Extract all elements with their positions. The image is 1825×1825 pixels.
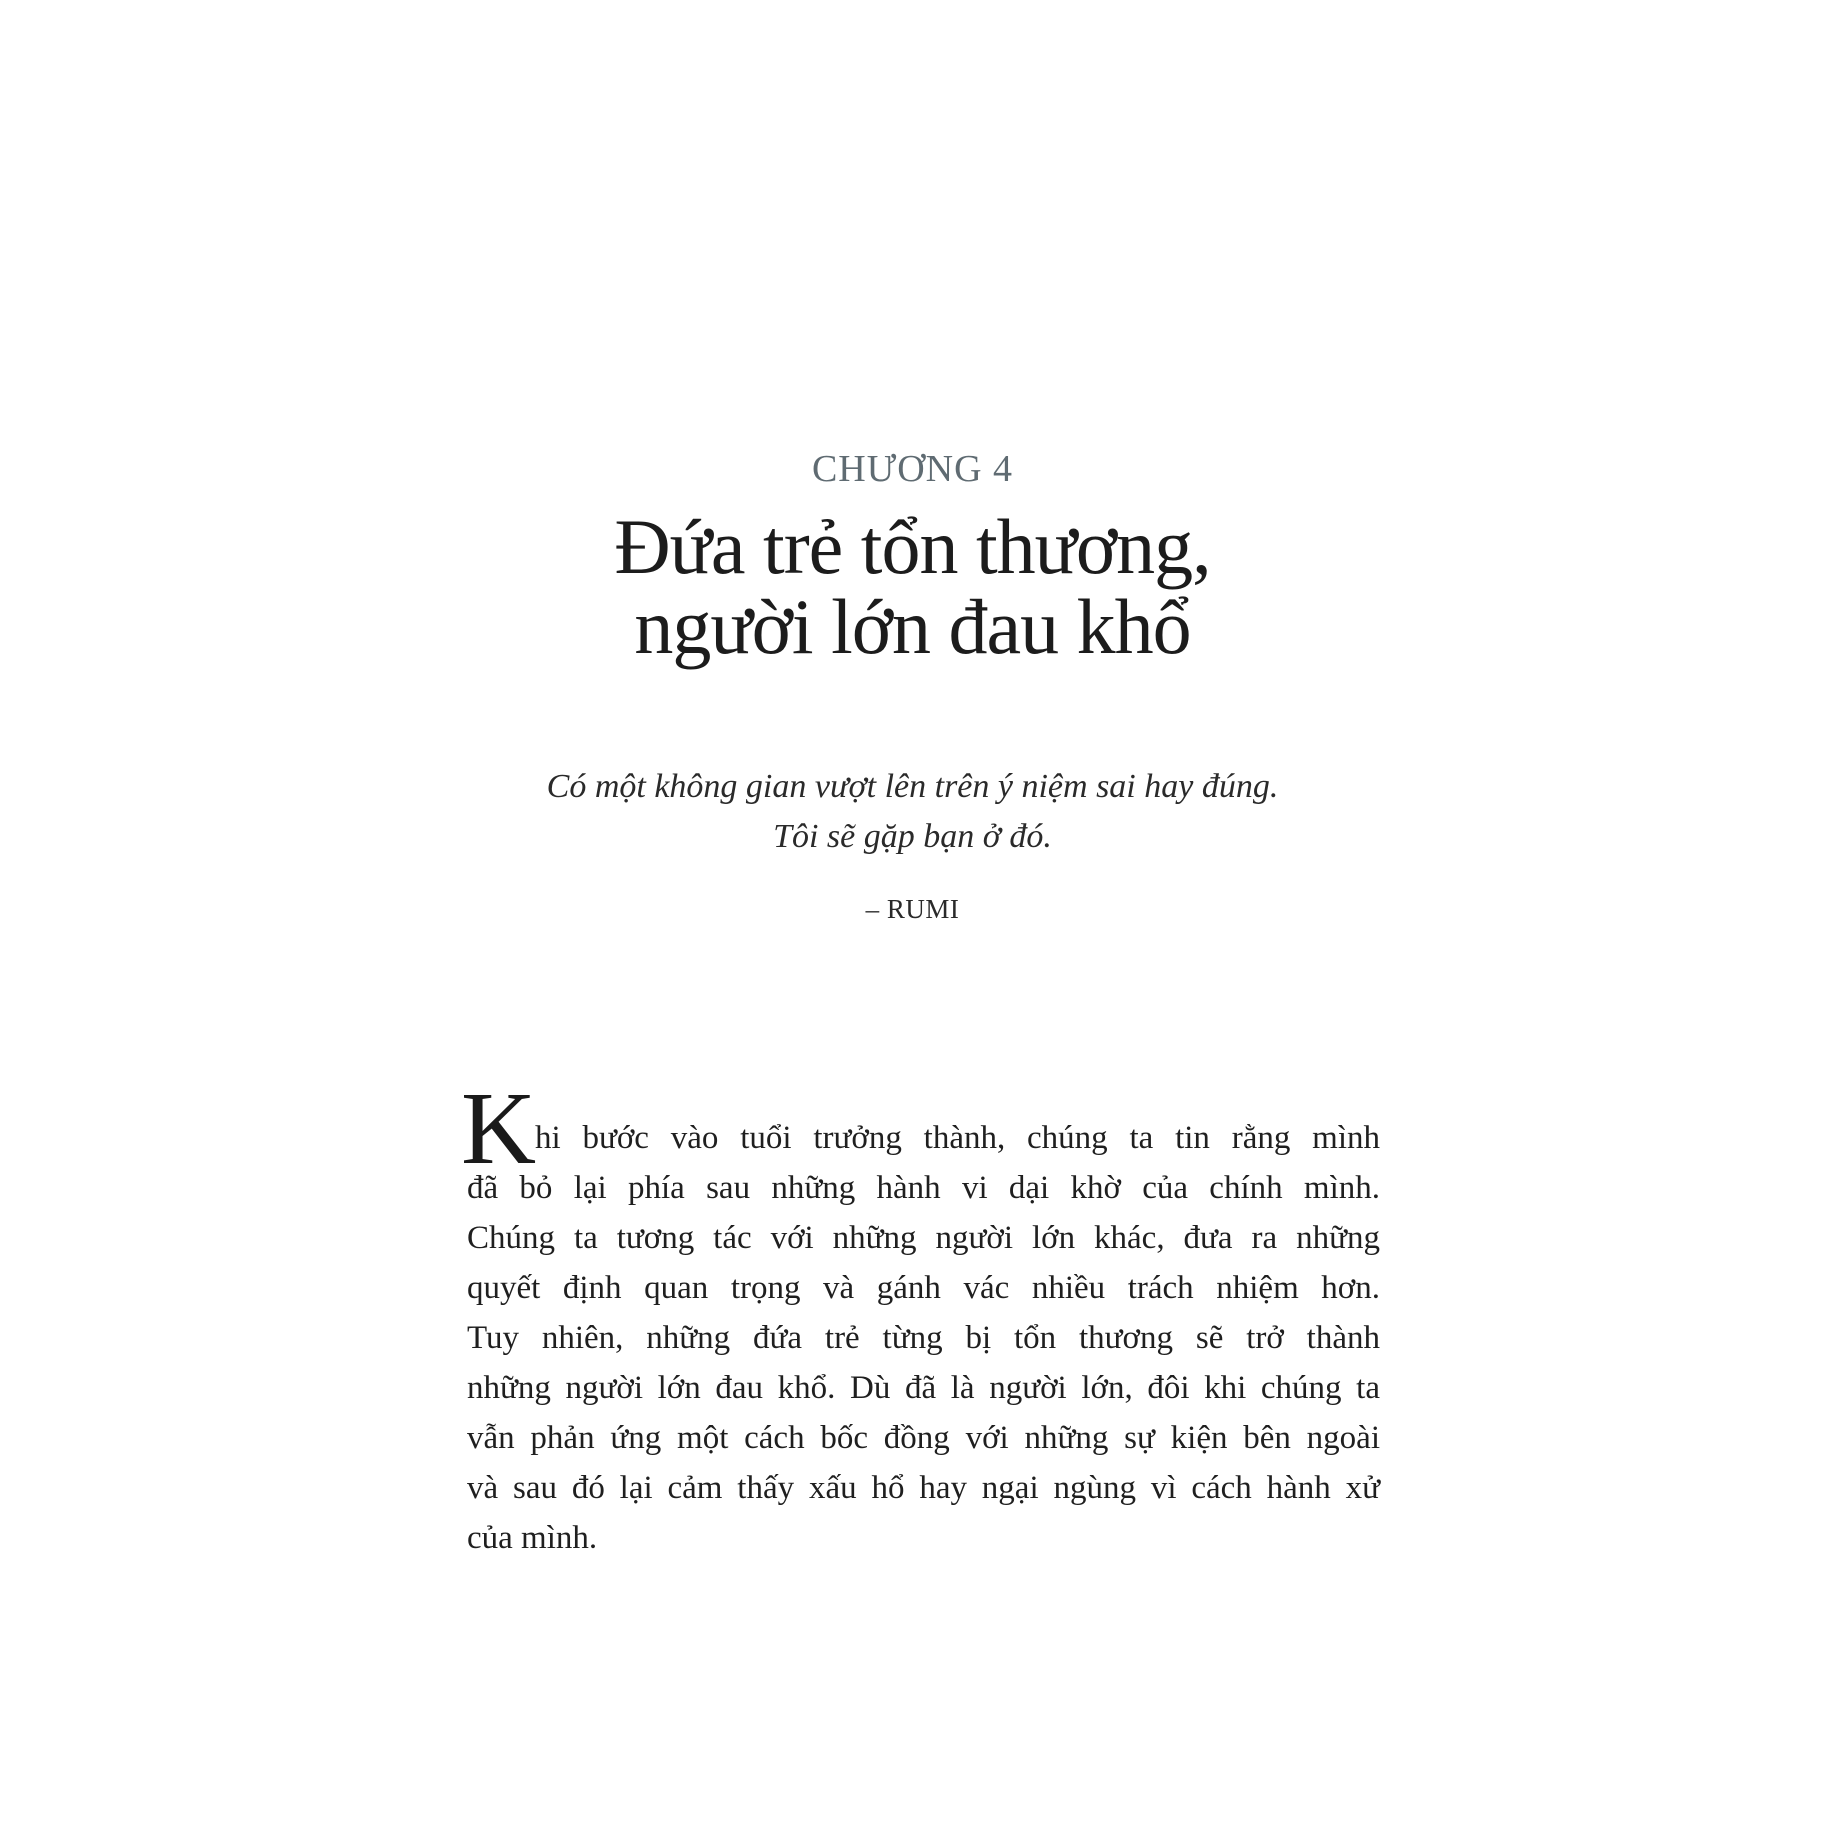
body-line: của mình. [467, 1520, 598, 1556]
body-line: vẫn phản ứng một cách bốc đồng với những sự kiện bên ngoài [467, 1420, 1380, 1456]
chapter-title [0, 503, 1825, 670]
body-line: hi bước vào tuổi trưởng thành, chúng ta tin rằng mình [535, 1120, 1380, 1156]
body-line: và sau đó lại cảm thấy xấu hổ hay ngại ngùng vì cách hành xử [467, 1470, 1380, 1506]
body-first-line [461, 1071, 1380, 1186]
chapter-title-line: Đứa trẻ tổn thương, [614, 503, 1211, 590]
body-line: quyết định quan trọng và gánh vác nhiều trách nhiệm hơn. [467, 1270, 1380, 1306]
body-line: Chúng ta tương tác với những người lớn khác, đưa ra những [467, 1220, 1380, 1256]
body-line: Tuy nhiên, những đứa trẻ từng bị tổn thương sẽ trở thành [467, 1320, 1380, 1356]
epigraph-line: Tôi sẽ gặp bạn ở đó. [773, 818, 1052, 855]
epigraph-quote [0, 762, 1825, 862]
epigraph-line: Có một không gian vượt lên trên ý niệm sai hay đúng. [546, 768, 1279, 805]
body-line: những người lớn đau khổ. Dù đã là người lớn, đôi khi chúng ta [467, 1370, 1380, 1406]
body-line: đã bỏ lại phía sau những hành vi dại khờ của chính mình. [467, 1170, 1380, 1206]
chapter-label: CHƯƠNG 4 [811, 448, 1014, 490]
drop-cap: K [461, 1071, 537, 1186]
epigraph-attribution: – RUMI [865, 894, 960, 924]
body-paragraph [461, 1071, 1380, 1563]
chapter-title-line: người lớn đau khổ [634, 583, 1191, 670]
